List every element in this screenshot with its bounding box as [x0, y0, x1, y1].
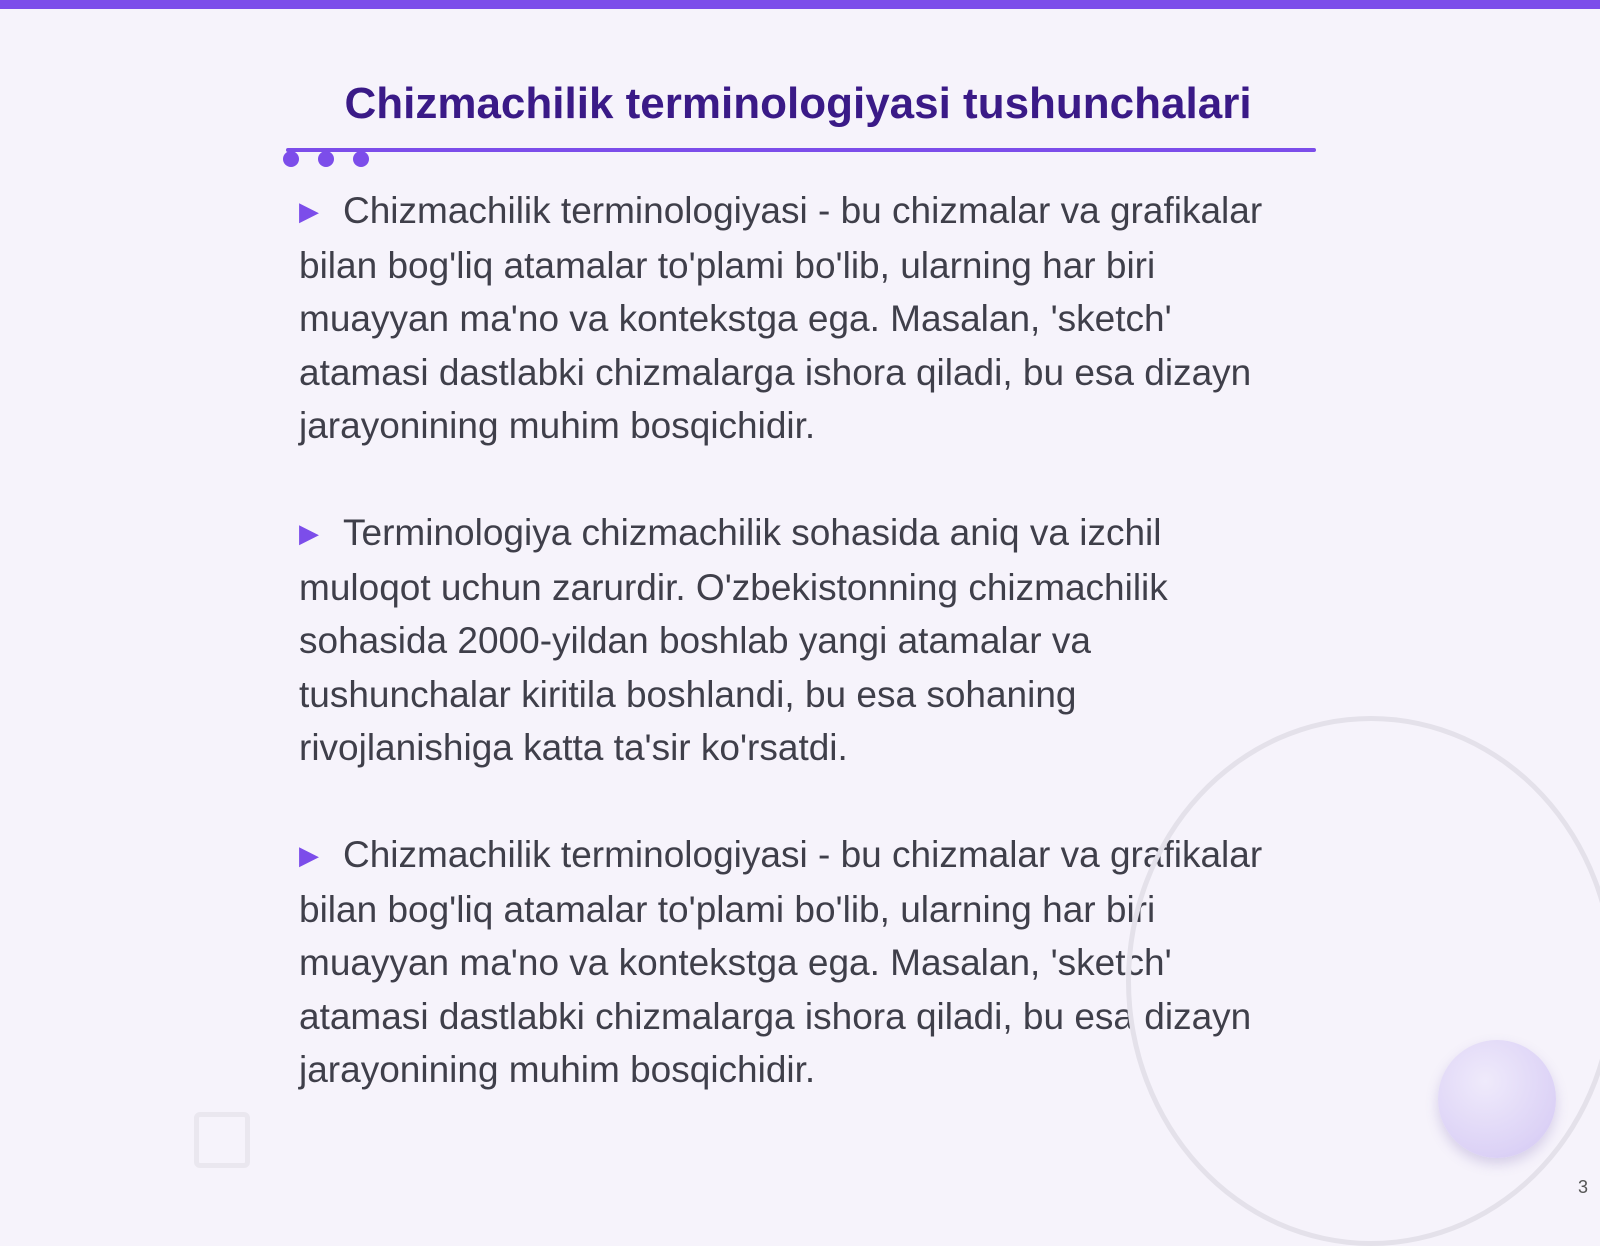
slide-title: Chizmachilik terminologiyasi tushunchalari: [344, 79, 1252, 128]
top-accent-bar: [0, 0, 1600, 9]
decorative-dot: [353, 151, 369, 167]
decorative-dot: [318, 151, 334, 167]
paragraph-text: Terminologiya chizmachilik sohasida aniq va izchil muloqot uchun zarurdir. O'zbekistonning chizmachilik sohasida 2000-yildan boshlab yangi atamalar va tushunchalar kiritila boshlandi, bu esa sohaning rivojlanishiga katta ta'sir ko'rsatdi.: [299, 512, 1168, 768]
paragraph-text: Chizmachilik terminologiyasi - bu chizmalar va grafikalar bilan bog'liq atamalar to'plami bo'lib, ularning har biri muayyan ma'no va kontekstga ega. Masalan, 'sketch' atamasi dastlabki chizmalarga ishora qiladi, bu esa dizayn jarayonining muhim bosqichidir.: [299, 190, 1263, 446]
triangle-bullet-icon: ▶: [299, 196, 319, 226]
paragraph-text: Chizmachilik terminologiyasi - bu chizmalar va grafikalar bilan bog'liq atamalar to'plami bo'lib, ularning har biri muayyan ma'no va kontekstga ega. Masalan, 'sketch' atamasi dastlabki chizmalarga ishora qiladi, bu esa dizayn jarayonining muhim bosqichidir.: [299, 834, 1263, 1090]
title-underline: [286, 148, 1316, 152]
bullet-paragraph-1: [299, 184, 1299, 453]
decorative-ring: [1126, 716, 1600, 1246]
bullet-paragraph-2: [299, 506, 1299, 775]
decorative-circle: [1438, 1040, 1556, 1158]
decorative-square-outline: [194, 1112, 250, 1168]
decorative-dot: [283, 151, 299, 167]
page-number: 3: [1577, 1177, 1588, 1197]
triangle-bullet-icon: ▶: [299, 518, 319, 548]
triangle-bullet-icon: ▶: [299, 840, 319, 870]
